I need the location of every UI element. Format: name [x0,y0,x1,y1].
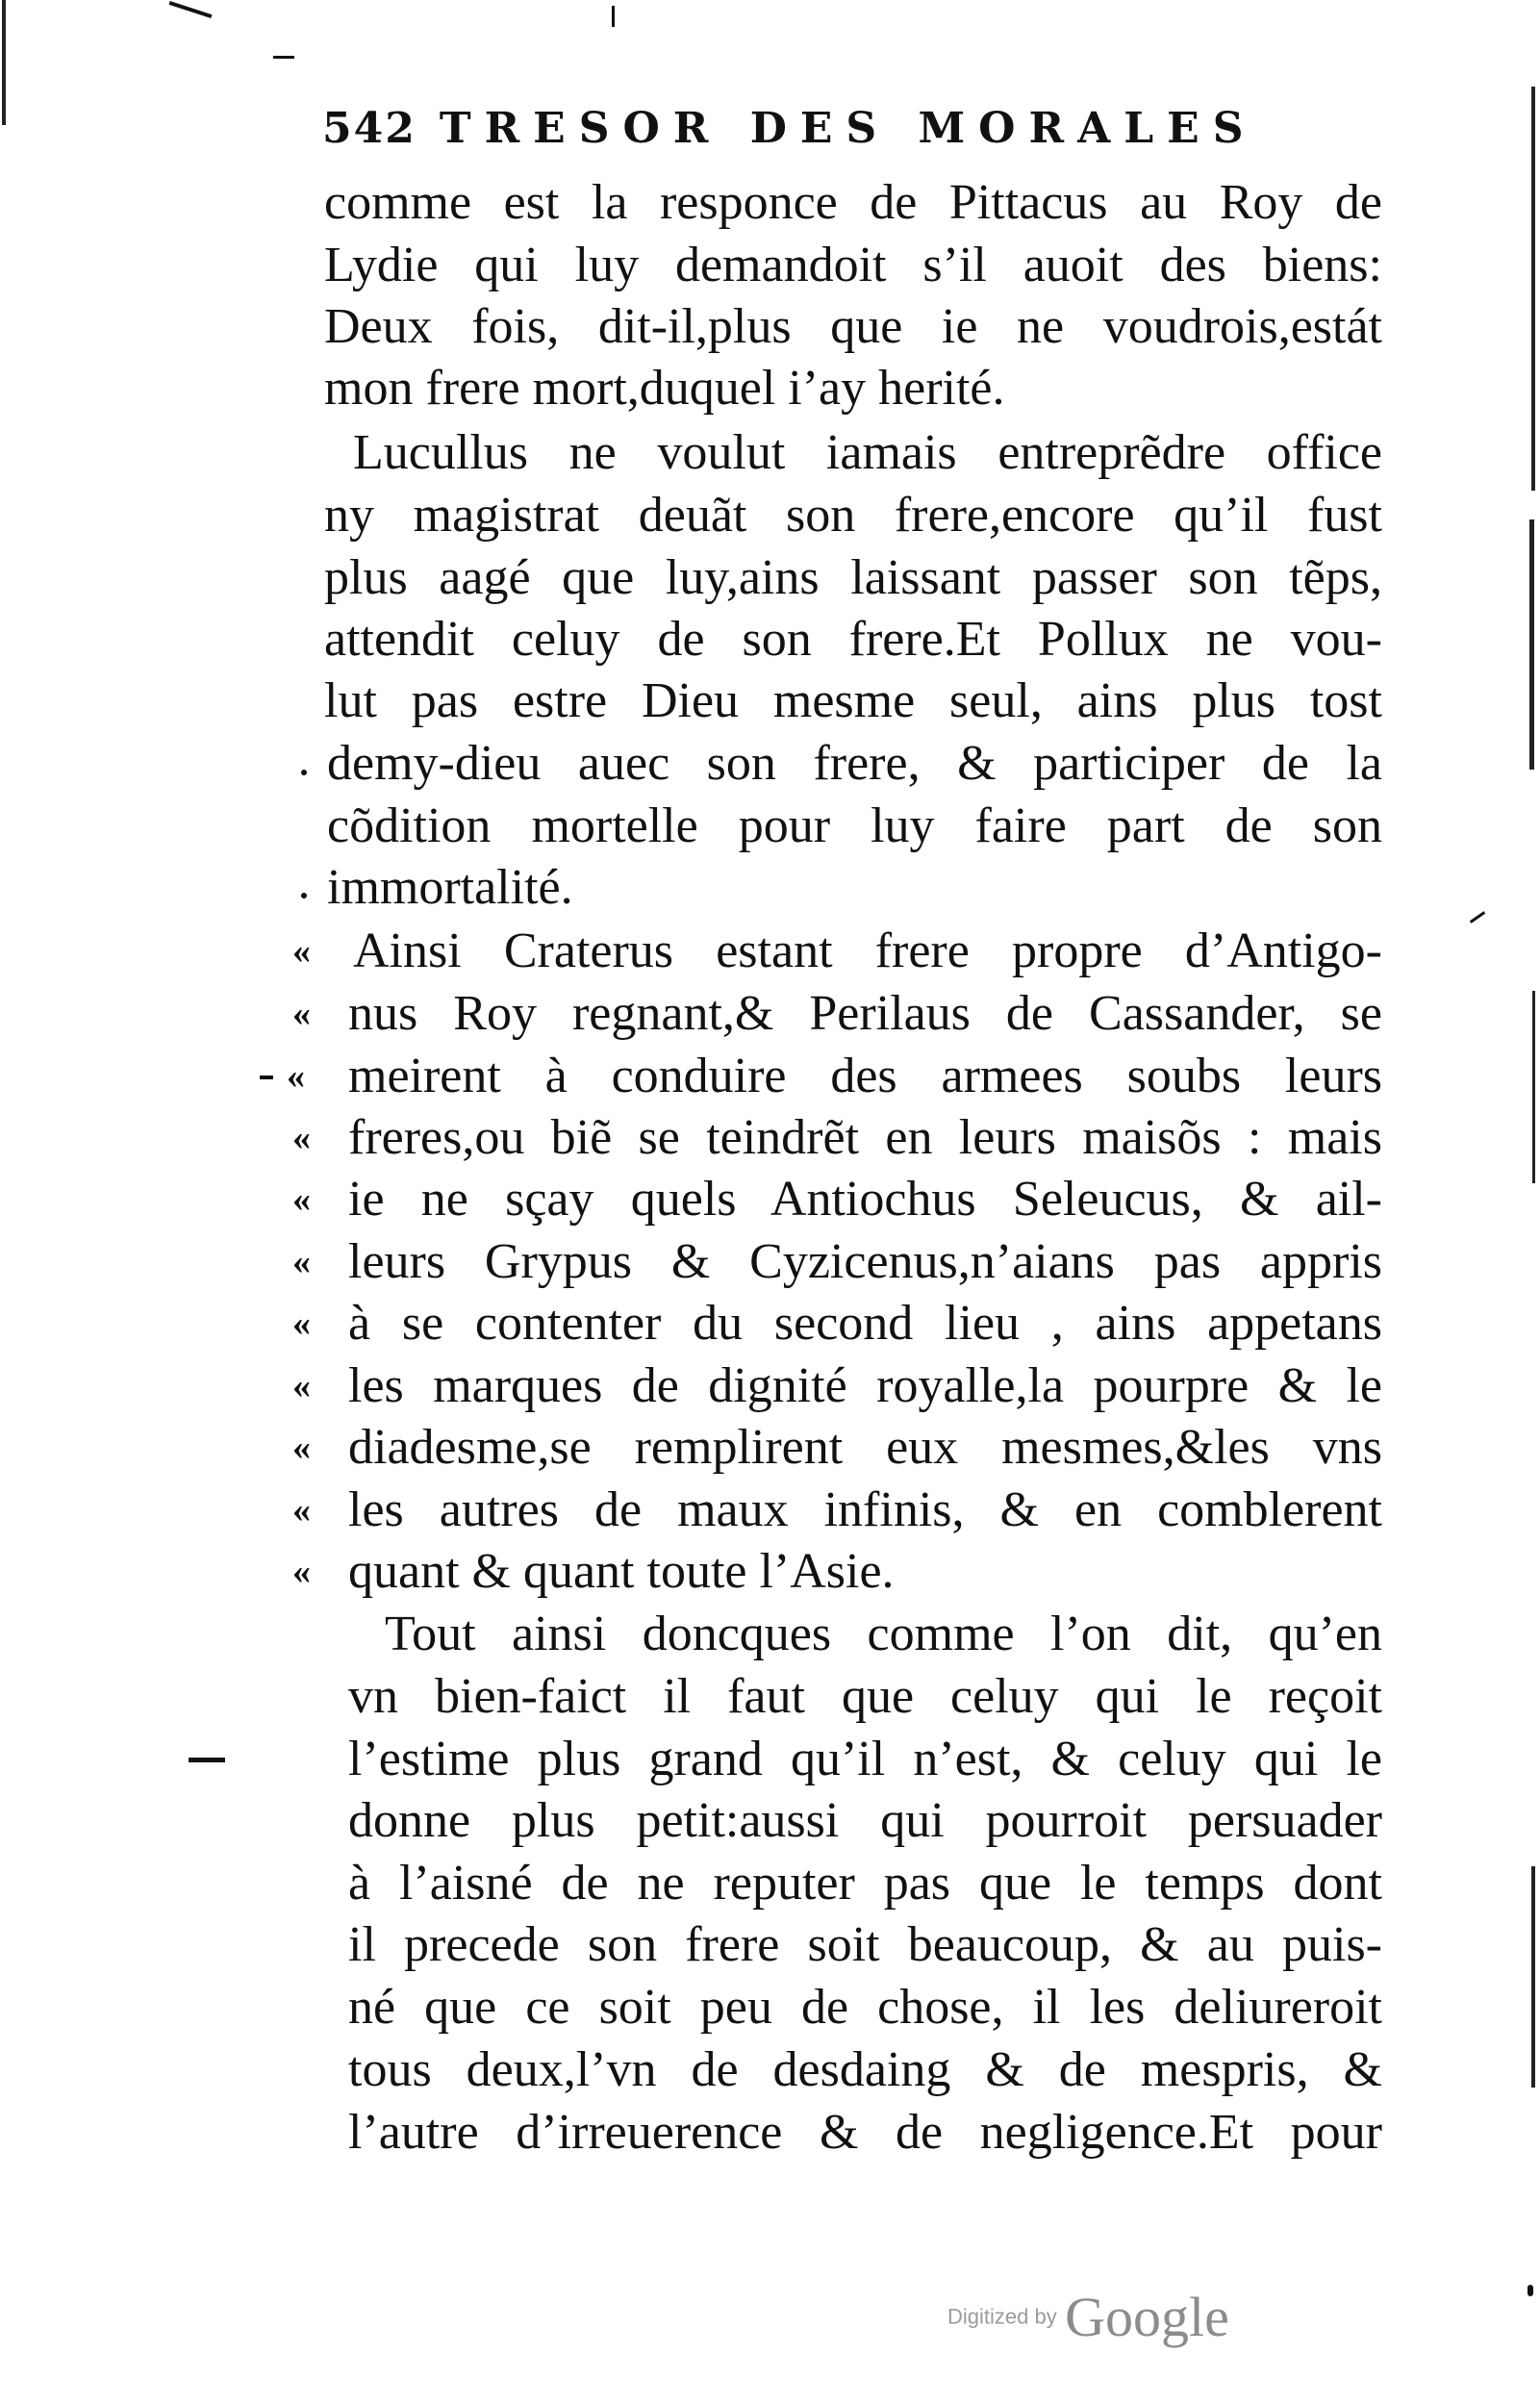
text-line: Lucullus ne voulut iamais entreprẽdre office [353,425,1382,480]
text-line: Deux fois, dit-il,plus que ie ne voudrois,estát [324,299,1382,354]
top-corner-mark [273,56,294,59]
running-head [322,104,1400,153]
watermark-prefix: Digitized by [947,2304,1057,2329]
text-line: immortalité. [327,860,573,915]
text-line: attendit celuy de son frere.Et Pollux ne vou- [324,612,1382,667]
text-line: mon frere mort,duquel i’ay herité. [324,361,1005,416]
quote-mark: « [292,994,311,1034]
quote-mark: « [292,1242,311,1282]
text-line: ny magistrat deuãt son frere,encore qu’il fust [324,488,1382,543]
margin-dash [260,1076,273,1079]
text-line: les marques de dignité royalle,la pourpre & le [348,1358,1382,1413]
top-mark [612,6,615,27]
right-margin-mark [1470,911,1485,924]
text-line: quant & quant toute l’Asie. [348,1544,895,1599]
text-line: lut pas estre Dieu mesme seul, ains plus tost [324,673,1382,728]
text-line: ie ne sçay quels Antiochus Seleucus, & ail- [348,1172,1382,1227]
quote-mark: « [287,1056,305,1097]
google-logo: Google [1065,2286,1229,2348]
right-page-edge [1532,991,1535,1183]
text-line: il precede son frere soit beaucoup, & au puis- [348,1917,1382,1972]
top-corner-mark [169,1,213,18]
right-page-edge [1531,87,1535,491]
text-line: Ainsi Craterus estant frere propre d’Antigo- [353,924,1382,978]
text-line: freres,ou biẽ se teindrẽt en leurs maisõs : mais [348,1110,1382,1165]
text-line: plus aagé que luy,ains laissant passer son tẽps, [324,550,1382,605]
quote-mark: « [292,1179,311,1220]
quote-mark: « [292,1118,311,1158]
margin-dot [1527,2285,1533,2296]
text-line: Tout ainsi doncques comme l’on dit, qu’en [385,1607,1382,1661]
text-line: donne plus petit:aussi qui pourroit persuader [348,1793,1382,1848]
text-line: les autres de maux infinis, & en comblerent [348,1482,1382,1537]
text-line: l’estime plus grand qu’il n’est, & celuy qui le [348,1732,1382,1786]
text-line: meirent à conduire des armees soubs leurs [348,1049,1382,1103]
quote-mark: « [292,931,311,972]
margin-dot [301,893,307,899]
text-line: né que ce soit peu de chose, il les deliureroit [348,1980,1382,2035]
left-page-edge [2,0,6,125]
quote-mark: « [292,1366,311,1406]
quote-mark: « [292,1552,311,1592]
quote-mark: « [292,1490,311,1531]
text-line: tous deux,l’vn de desdaing & de mespris, & [348,2042,1382,2097]
right-page-edge [1529,519,1534,770]
text-line: comme est la responce de Pittacus au Roy de [324,175,1382,230]
margin-dot [301,770,307,775]
text-line: nus Roy regnant,& Perilaus de Cassander, se [348,986,1382,1041]
text-line: cõdition mortelle pour luy faire part de son [327,798,1382,853]
quote-mark: « [292,1304,311,1344]
text-line: à l’aisné de ne reputer pas que le temps dont [348,1856,1382,1911]
text-line: à se contenter du second lieu , ains appetans [348,1296,1382,1351]
running-title: TRESOR DES MORALES [439,104,1257,153]
right-page-edge [1531,1866,1535,2088]
text-line: leurs Grypus & Cyzicenus,n’aians pas appris [348,1234,1382,1289]
page-number: 542 [322,104,417,153]
digitized-watermark [947,2285,1294,2352]
margin-dash [189,1758,225,1762]
text-line: diadesme,se remplirent eux mesmes,&les vns [348,1420,1382,1475]
quote-mark: « [292,1428,311,1468]
text-line: Lydie qui luy demandoit s’il auoit des biens: [324,238,1382,292]
text-line: vn bien-faict il faut que celuy qui le reçoit [348,1669,1382,1724]
text-line: demy-dieu auec son frere, & participer de la [327,736,1382,791]
text-line: l’autre d’irreuerence & de negligence.Et pour [348,2105,1382,2160]
